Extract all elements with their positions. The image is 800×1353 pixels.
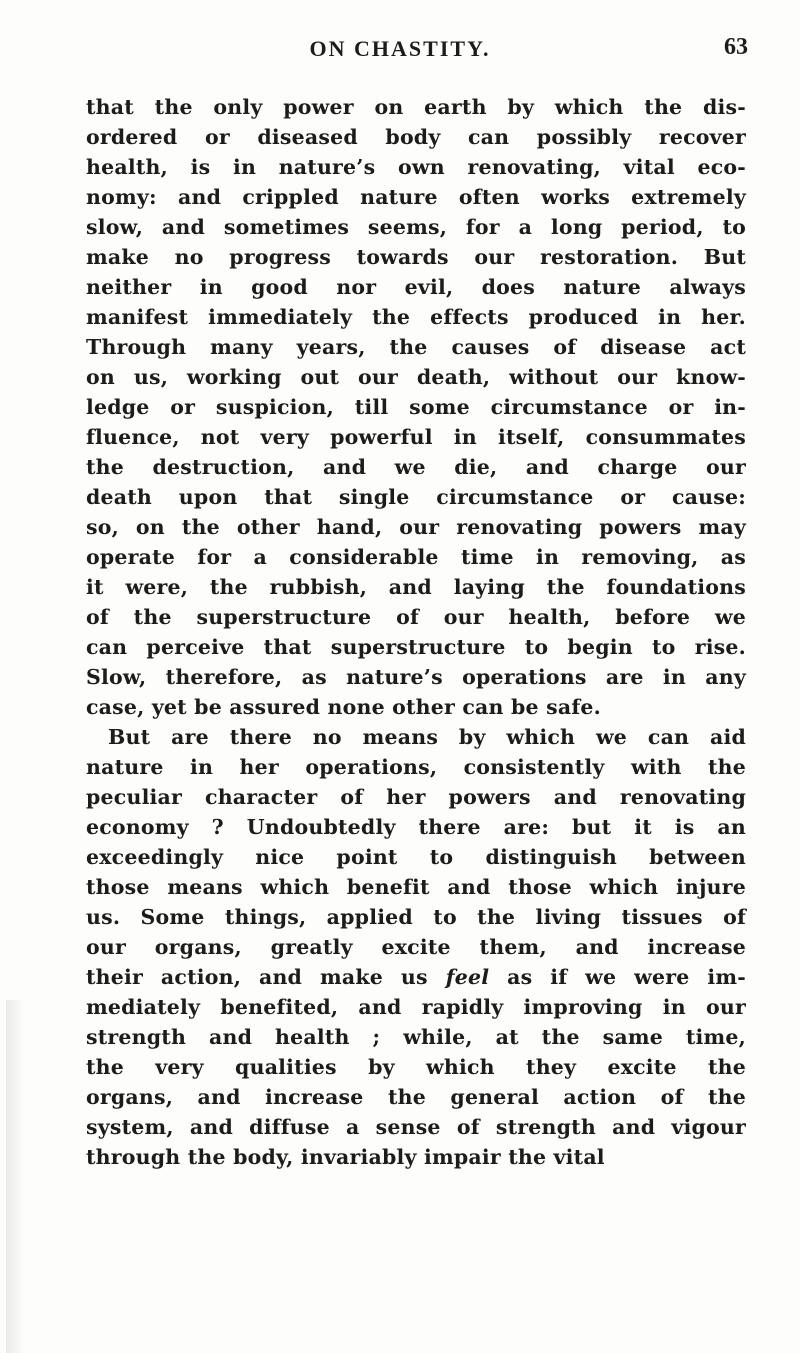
text-line: nature in her operations, consistently with the [86,755,746,779]
text-line: economy ? Undoubtedly there are: but it is an [86,815,746,839]
text-line: fluence, not very powerful in itself, consummates [86,425,746,449]
text-line: organs, and increase the general action of the [86,1085,746,1109]
page-edge-shadow [6,1000,24,1353]
emphasis-feel: feel [445,965,490,989]
text-line: the very qualities by which they excite the [86,1055,746,1079]
text-line: health, is in nature’s own renovating, vital eco- [86,155,746,179]
text-line: us. Some things, applied to the living tissues of [86,905,746,929]
text-line: make no progress towards our restoration. But [86,245,746,269]
text-line: slow, and sometimes seems, for a long period, to [86,215,746,239]
text-line: so, on the other hand, our renovating powers may [86,515,746,539]
text-line: it were, the rubbish, and laying the foundations [86,575,746,599]
text-line: Through many years, the causes of disease act [86,335,746,359]
text-line: case, yet be assured none other can be safe. [86,695,601,719]
text-fragment: as if we were im- [507,965,747,989]
body-text [86,92,746,1172]
text-fragment: their action, and make us [86,965,428,989]
text-line: manifest immediately the effects produced in her. [86,305,746,329]
text-line: Slow, therefore, as nature’s operations are in any [86,665,746,689]
text-line: on us, working out our death, without our know- [86,365,746,389]
text-line: nomy: and crippled nature often works extremely [86,185,746,209]
text-line: peculiar character of her powers and renovating [86,785,746,809]
text-line: system, and diffuse a sense of strength and vigour [86,1115,746,1139]
page-number: 63 [724,34,748,60]
text-line: ordered or diseased body can possibly recover [86,125,746,149]
text-line: strength and health ; while, at the same time, [86,1025,746,1049]
text-line: those means which benefit and those which injure [86,875,746,899]
page-header [0,14,800,61]
text-line: mediately benefited, and rapidly improving in our [86,995,746,1019]
text-line-with-emphasis [86,962,746,992]
text-line: of the superstructure of our health, before we [86,605,746,629]
text-line: that the only power on earth by which the dis- [86,95,746,119]
text-line: through the body, invariably impair the vital [86,1145,605,1169]
text-line: can perceive that superstructure to begin to rise. [86,635,746,659]
text-line: exceedingly nice point to distinguish between [86,845,746,869]
text-line: ledge or suspicion, till some circumstance or in- [86,395,746,419]
text-line: neither in good nor evil, does nature always [86,275,746,299]
text-line: the destruction, and we die, and charge our [86,455,746,479]
text-line: our organs, greatly excite them, and increase [86,935,746,959]
text-line: operate for a considerable time in removing, as [86,545,746,569]
text-line: But are there no means by which we can aid [108,725,746,749]
running-head: ON CHASTITY. [309,36,491,61]
text-line: death upon that single circumstance or cause: [86,485,746,509]
